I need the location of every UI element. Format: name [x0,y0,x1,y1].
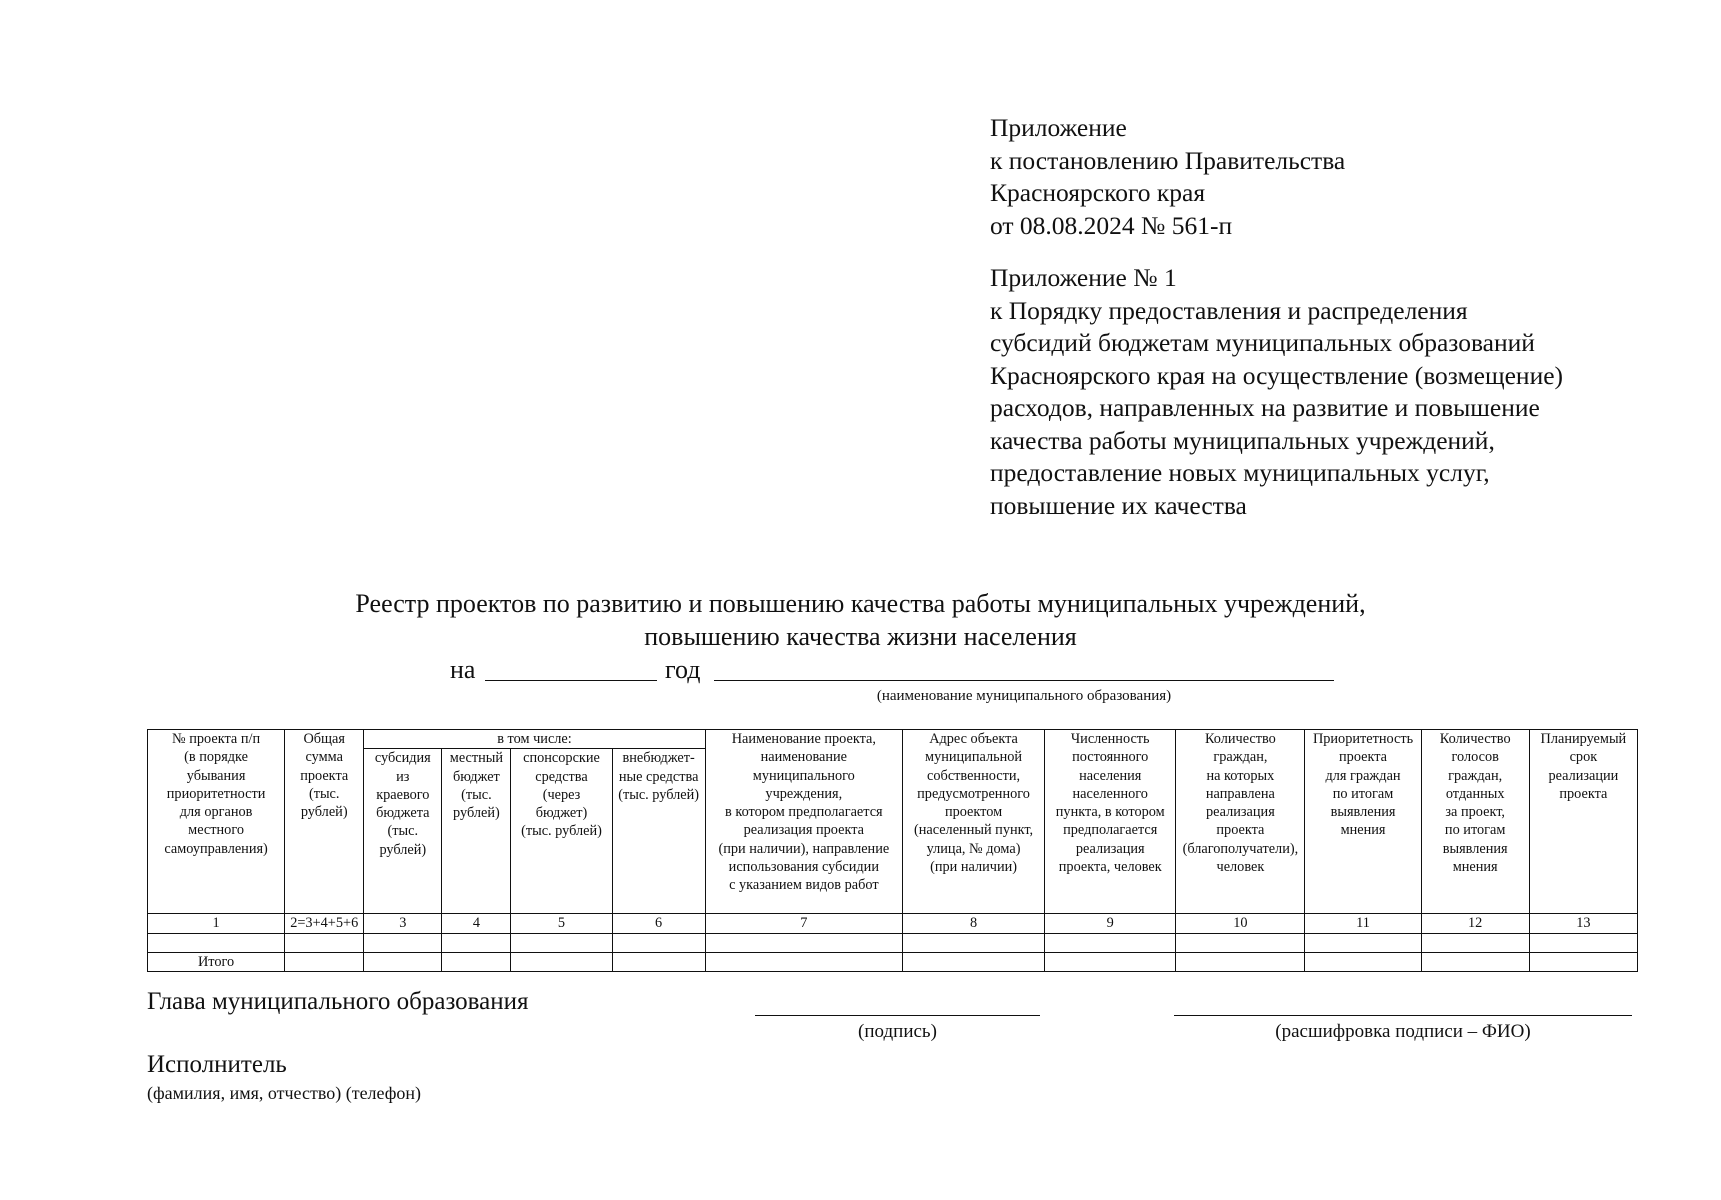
column-number: 9 [1045,914,1176,933]
column-number: 3 [364,914,442,933]
column-number: 8 [902,914,1044,933]
table-cell [1305,933,1421,952]
head-label: Глава муниципального образования [147,988,529,1015]
appendix-header [990,112,1345,242]
header-cell-regional-subsidy: субсидия из краевого бюджета (тыс. рублей) [364,749,442,914]
appendix-1-header [990,262,1563,522]
table-cell [1045,952,1176,971]
table-cell [705,933,902,952]
table-cell [612,933,705,952]
table-cell [1176,933,1305,952]
header-cell-sponsor-funds: спонсорские средства (через бюджет) (тыс. рублей) [511,749,612,914]
table-cell [364,933,442,952]
column-number: 5 [511,914,612,933]
header-cell-votes: Количество голосов граждан, отданных за проект, по итогам выявления мнения [1421,730,1529,914]
header-cell-local-budget: местный бюджет (тыс. рублей) [442,749,511,914]
municipality-caption: (наименование муниципального образования) [876,688,1172,704]
appendix-1-line: качества работы муниципальных учреждений, [990,425,1495,455]
appendix-header-line: Красноярского края [990,178,1206,207]
table-cell [902,933,1044,952]
municipality-blank-line [714,680,1334,681]
table-cell [1529,952,1637,971]
table-cell [1421,933,1529,952]
signature-decode-caption: (расшифровка подписи – ФИО) [1275,1021,1531,1042]
executor-caption: (фамилия, имя, отчество) (телефон) [147,1083,422,1103]
header-cell-project-name: Наименование проекта, наименование муниципального учреждения, в котором предполагается реализация проекта (при наличии), направление использования субсидии с указанием видов работ [705,730,902,914]
signature-caption: (подпись) [858,1021,937,1042]
table-cell [442,933,511,952]
table-cell [1176,952,1305,971]
header-cell-population: Численность постоянного населения населенного пункта, в котором предполагается реализация проекта, человек [1045,730,1176,914]
table-cell [612,952,705,971]
table-cell [511,952,612,971]
appendix-1-line: Красноярского края на осуществление (возмещение) [990,360,1564,390]
table-row-total [148,952,1638,971]
header-cell-planned-term: Планируемый срок реализации проекта [1529,730,1637,914]
table-cell [1045,933,1176,952]
header-cell-object-address: Адрес объекта муниципальной собственности, предусмотренного проектом (населенный пункт, улица, № дома) (при наличии) [902,730,1044,914]
header-cell-project-number: № проекта п/п (в порядке убывания приоритетности для органов местного самоуправления) [148,730,285,914]
appendix-1-line: предоставление новых муниципальных услуг, [990,458,1490,487]
table-cell [285,933,364,952]
appendix-1-line: Приложение № 1 [990,263,1177,292]
column-number: 2=3+4+5+6 [285,914,364,933]
table-cell [511,933,612,952]
table-cell [364,952,442,971]
table-cell [1529,933,1637,952]
registry-title-line-2: повышению качества жизни населения [644,622,1077,651]
table-cell [148,933,285,952]
total-label: Итого [148,952,285,971]
column-number: 13 [1529,914,1637,933]
column-number: 4 [442,914,511,933]
table-cell [705,952,902,971]
signature-decode-line [1174,1015,1632,1016]
header-cell-priority: Приоритетность проекта для граждан по итогам выявления мнения [1305,730,1421,914]
table-row-empty [148,933,1638,952]
table-cell [442,952,511,971]
appendix-1-line: повышение их качества [990,490,1247,520]
header-cell-beneficiaries: Количество граждан, на которых направлена реализация проекта (благополучатели), человек [1176,730,1305,914]
header-cell-extrabudgetary-funds: внебюджет- ные средства (тыс. рублей) [612,749,705,914]
column-number: 1 [148,914,285,933]
header-cell-including: в том числе: [364,730,705,749]
appendix-1-line: субсидий бюджетам муниципальных образований [990,328,1535,357]
registry-title-line-1: Реестр проектов по развитию и повышению качества работы муниципальных учреждений, [355,589,1366,618]
table-cell [1305,952,1421,971]
table-cell [1421,952,1529,971]
appendix-header-line: от 08.08.2024 № 561-п [990,210,1233,240]
appendix-header-line: к постановлению Правительства [990,145,1346,175]
column-number: 7 [705,914,902,933]
column-number: 11 [1305,914,1421,933]
year-blank-line [485,680,657,681]
column-number: 10 [1176,914,1305,933]
appendix-1-line: расходов, направленных на развитие и повышение [990,393,1540,422]
executor-label: Исполнитель [147,1051,287,1078]
appendix-1-line: к Порядку предоставления и распределения [990,295,1468,325]
table-cell [902,952,1044,971]
column-number: 6 [612,914,705,933]
column-number: 12 [1421,914,1529,933]
appendix-header-line: Приложение [990,113,1127,142]
column-number-row [148,914,1638,933]
table-header-row-1 [148,730,1638,749]
header-cell-total-sum: Общая сумма проекта (тыс. рублей) [285,730,364,914]
year-prefix: на [450,655,476,684]
signature-line [755,1015,1040,1016]
table-cell [285,952,364,971]
registry-table [147,729,1638,972]
year-word: год [665,655,701,684]
